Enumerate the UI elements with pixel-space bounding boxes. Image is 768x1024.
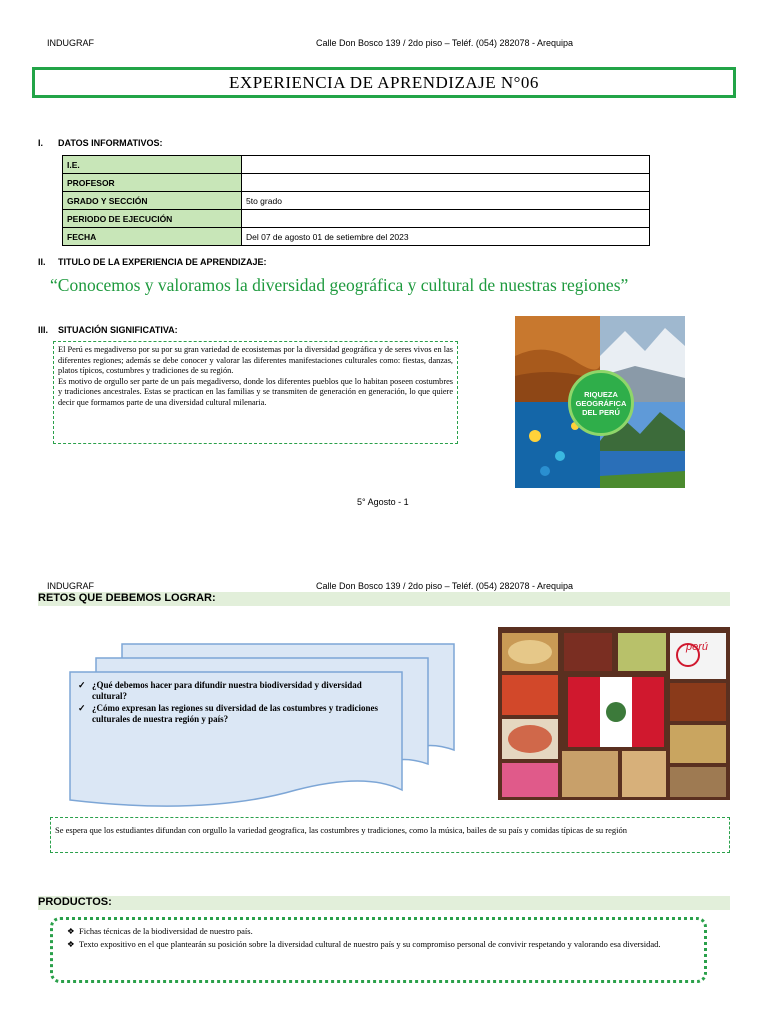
productos-box [50,917,707,983]
section-title: SITUACIÓN SIGNIFICATIVA: [58,325,178,335]
list-item [78,703,378,725]
header-address: Calle Don Bosco 139 / 2do piso – Teléf. (054) 282078 - Arequipa [316,581,574,591]
situacion-paragraph: El Perú es megadiverso por su por su gran variedad de ecosistemas por la diversidad geográfica y de seres vivos en las diferentes regiones; además se debe conocer y valorar las diferentes manifestaciones culturales como: fiestas, danzas, platos típicos, costumbres y tradiciones de su región. [58,345,453,375]
espera-text: Se espera que los estudiantes difundan con orgullo la variedad geografica, las costumbres y tradiciones, como la música, bailes de su país y comidas típicas de su región [55,825,628,835]
row-label: PROFESOR [63,174,242,192]
retos-heading-bar [38,592,730,606]
section-3-heading [38,325,178,335]
table-row [63,156,650,174]
list-item [78,680,378,702]
section-title: TITULO DE LA EXPERIENCIA DE APRENDIZAJE: [58,257,267,267]
row-value [242,174,650,192]
reto-text: ¿Cómo expresan las regiones su diversidad de las costumbres y tradiciones culturales de nuestra región y país? [92,703,379,724]
row-value: 5to grado [242,192,650,210]
situacion-box [53,341,458,444]
header-address: Calle Don Bosco 139 / 2do piso – Teléf. (054) 282078 - Arequipa [316,38,574,48]
list-item [67,939,694,950]
diamond-bullet-icon: ❖ [67,926,75,936]
retos-document-shape [66,640,458,812]
badge-line: GEOGRÁFICA [575,398,627,408]
page-footer: 5° Agosto - 1 [357,497,409,507]
info-table [62,155,650,246]
row-value [242,210,650,228]
peru-logo: perú [686,641,709,653]
row-label: GRADO Y SECCIÓN [63,192,242,210]
list-item [67,926,694,937]
checkmark-icon: ✓ [78,703,86,713]
reto-text: ¿Qué debemos hacer para difundir nuestra biodiversidad y diversidad cultural? [92,680,362,701]
section-number: I. [38,138,44,148]
productos-title: PRODUCTOS: [38,896,112,908]
header-org: INDUGRAF [47,581,94,591]
section-number: II. [38,257,46,267]
row-value: Del 07 de agosto 01 de setiembre del 2023 [242,228,650,246]
riqueza-badge [568,370,634,436]
experience-title: “Conocemos y valoramos la diversidad geográfica y cultural de nuestras regiones” [50,275,629,295]
row-value [242,156,650,174]
section-number: III. [38,325,49,335]
producto-text: Texto expositivo en el que plantearán su posición sobre la diversidad cultural de nuestro país y su compromiso personal de convivir respetando y valorando esa diversidad. [79,939,661,949]
diamond-bullet-icon: ❖ [67,939,75,949]
table-row [63,210,650,228]
table-row [63,174,650,192]
checkmark-icon: ✓ [78,680,86,690]
section-2-heading [38,257,267,267]
retos-title: RETOS QUE DEBEMOS LOGRAR: [38,592,216,604]
culture-collage-image [498,627,730,800]
table-row [63,228,650,246]
row-label: PERIODO DE EJECUCIÓN [63,210,242,228]
retos-list [78,680,378,726]
badge-line: DEL PERÚ [582,407,620,417]
experience-banner [32,67,736,98]
badge-line: RIQUEZA [584,389,618,399]
productos-heading-bar [38,896,730,910]
banner-title: EXPERIENCIA DE APRENDIZAJE N°06 [229,72,539,92]
producto-text: Fichas técnicas de la biodiversidad de nuestro país. [79,926,253,936]
header-org: INDUGRAF [47,38,94,48]
section-1-heading [38,138,163,148]
situacion-paragraph: Es motivo de orgullo ser parte de un país megadiverso, donde los diferentes pueblos que lo habitan poseen costumbres y tradiciones ancestrales. Estas se practican en las familias y se transmiten de generación en generación, lo que quiere decir que formamos parte de una diversidad cultural milenaria. [58,376,453,407]
row-label: I.E. [63,156,242,174]
table-row [63,192,650,210]
espera-box [50,817,730,853]
section-title: DATOS INFORMATIVOS: [58,138,163,148]
row-label: FECHA [63,228,242,246]
